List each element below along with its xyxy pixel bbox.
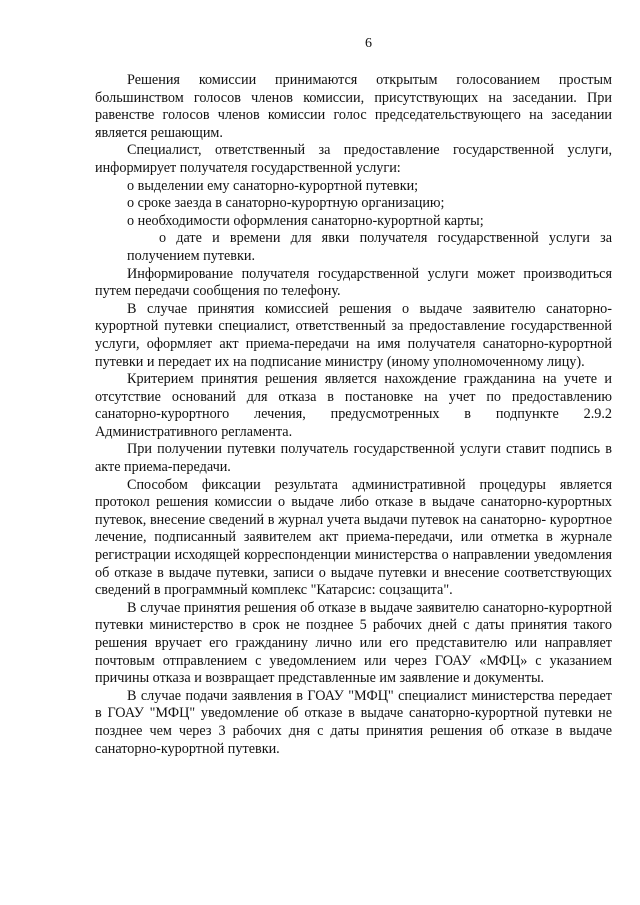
paragraph: В случае подачи заявления в ГОАУ "МФЦ" специалист министерства передает в ГОАУ "МФЦ" уведомление об отказе в выдаче санаторно-курортной путевки не позднее чем через 3 рабочих дня с даты принятия решения об отказе в выдаче санаторно-курортной путевки. <box>95 687 612 757</box>
paragraph: Специалист, ответственный за предоставление государственной услуги, информирует получателя государственной услуги: <box>95 142 612 176</box>
paragraph: В случае принятия комиссией решения о выдаче заявителю санаторно-курортной путевки специалист, ответственный за предоставление государственной услуги, оформляет акт приема-передачи на имя получателя санаторно-курортной путевки и передает их на подписание министру (иному уполномоченному лицу). <box>95 300 612 370</box>
page-number: 6 <box>365 36 372 51</box>
list-item: о выделении ему санаторно-курортной путевки; <box>127 177 419 194</box>
list-item: о дате и времени для явки получателя государственной услуги за получением путевки. <box>127 230 612 264</box>
paragraph: Решения комиссии принимаются открытым голосованием простым большинством голосов членов комиссии, присутствующих на заседании. При равенстве голосов членов комиссии голос председательствующего на заседании является решающим. <box>95 72 612 141</box>
paragraph: В случае принятия решения об отказе в выдаче заявителю санаторно-курортной путевки министерство в срок не позднее 5 рабочих дней с даты принятия такого решения вручает его гражданину лично или его представителю или направляет почтовым отправлением с уведомлением или через ГОАУ «МФЦ» с указанием причины отказа и возвращает представленные им заявление и документы. <box>95 599 612 687</box>
paragraph: Информирование получателя государственной услуги может производиться путем передачи сообщения по телефону. <box>95 265 612 300</box>
list-item: о сроке заезда в санаторно-курортную организацию; <box>127 195 445 212</box>
paragraph: Критерием принятия решения является нахождение гражданина на учете и отсутствие оснований для отказа в постановке на учет по предоставлению санаторно-курортного лечения, предусмотренных в подпункте 2.9.2 Административного регламента. <box>95 371 612 440</box>
paragraph: При получении путевки получатель государственной услуги ставит подпись в акте приема-передачи. <box>95 441 612 476</box>
list-item: о необходимости оформления санаторно-курортной карты; <box>127 212 484 229</box>
document-body <box>95 72 612 758</box>
paragraph: Способом фиксации результата административной процедуры является протокол решения комиссии о выдаче либо отказе в выдаче санаторно-курортных путевок, внесение сведений в журнал учета выдачи путевок на санаторно- курортное лечение, подписанный заявителем акт приема-передачи, или отметка в журнале регистрации исходящей корреспонденции министерства о направлении уведомления об отказе в выдаче путевки, записи о выдаче путевки и внесение соответствующих сведений в программный комплекс "Катарсис: соцзащита". <box>95 476 612 599</box>
